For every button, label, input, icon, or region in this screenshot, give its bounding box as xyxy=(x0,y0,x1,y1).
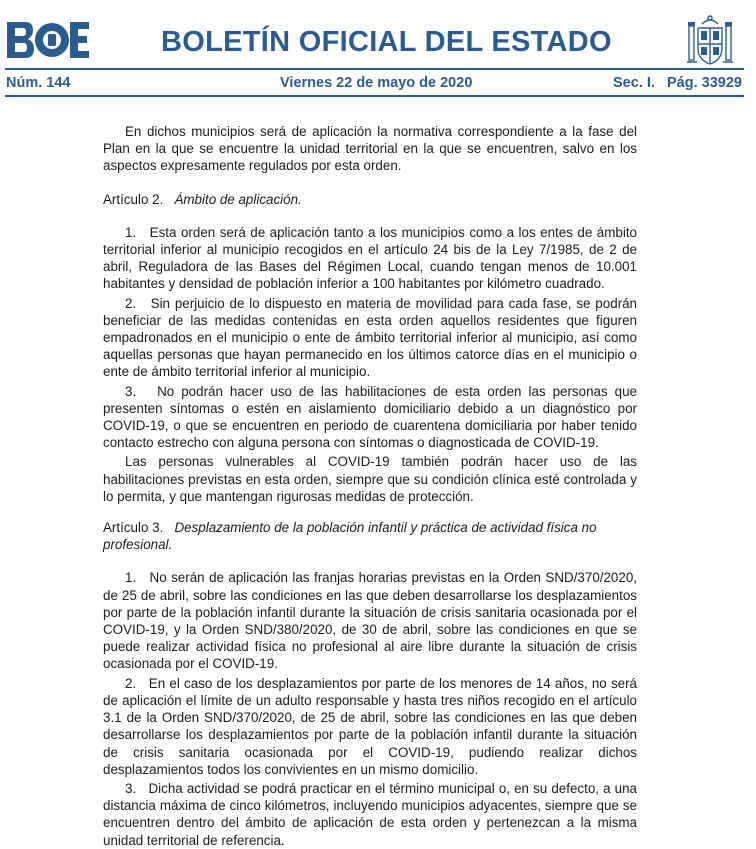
article-3-heading xyxy=(103,519,637,553)
article-3-paragraph: 1. No serán de aplicación las franjas horarias previstas en la Orden SND/370/2020, de 25 de abril, sobre las condiciones en las que deben desarrollarse los desplazamientos por parte de la población infantil durante la situación de crisis sanitaria ocasionada por el COVID-19, y la Orden SND/380/2020, de 30 de abril, sobre las condiciones en que se puede realizar actividad física no profesional al aire libre durante la situación de crisis ocasionada por el COVID-19. xyxy=(103,570,641,672)
article-2-number: Artículo 2. xyxy=(103,191,164,207)
coat-of-arms-icon xyxy=(686,14,734,70)
article-2-paragraph: 1. Esta orden será de aplicación tanto a los municipios como a los entes de ámbito territorial inferior al municipio recogidos en el artículo 24 bis de la Ley 7/1985, de 2 de abril, Reguladora de las Bases del Régimen Local, cuando tengan menos de 10.001 habitantes y densidad de población inferior a 100 habitantes por kilómetro cuadrado. xyxy=(103,224,641,292)
header-bottom-rule xyxy=(5,95,744,97)
issue-number: Núm. 144 xyxy=(6,75,71,91)
bulletin-title: BOLETÍN OFICIAL DEL ESTADO xyxy=(161,26,612,58)
intro-paragraph: En dichos municipios será de aplicación la normativa correspondiente a la fase del Plan en la que se encuentre la unidad territorial en la que se encuentren, salvo en los aspectos expresamente regulados por esta orden. xyxy=(103,124,637,174)
article-2-paragraph: 3. No podrán hacer uso de las habilitaciones de esta orden las personas que presenten síntomas o estén en aislamiento domiciliario debido a un diagnóstico por COVID-19, o que se encuentren en periodo de cuarentena domiciliaria por haber tenido contacto estrecho con alguna persona con síntomas o diagnosticada de COVID-19. xyxy=(103,383,641,451)
article-2-heading xyxy=(103,191,637,208)
section-page: Sec. I. Pág. 33929 xyxy=(613,75,742,91)
article-2-paragraph: Las personas vulnerables al COVID-19 también podrán hacer uso de las habilitaciones previstas en esta orden, siempre que su condición clínica esté controlada y lo permita, y que mantengan rigurosas medidas de protección. xyxy=(103,454,637,504)
article-2-title: Ámbito de aplicación. xyxy=(174,191,302,207)
article-3-number: Artículo 3. xyxy=(103,520,164,536)
boe-logo-icon xyxy=(7,22,89,58)
article-3-paragraph: 2. En el caso de los desplazamientos por parte de los menores de 14 años, no será de aplicación el límite de un adulto responsable y hasta tres niños recogido en el artículo 3.1 de la Orden SND/370/2020, de 25 de abril, sobre las condiciones en las que deben desarrollarse los desplazamientos por parte de la población infantil durante la situación de crisis sanitaria ocasionada por el COVID-19, pudiendo realizar dichos desplazamientos todos los convivientes en un mismo domicilio. xyxy=(103,675,641,777)
article-3-title: Desplazamiento de la población infantil y práctica de actividad física no profesional. xyxy=(103,520,597,553)
article-2-paragraph: 2. Sin perjuicio de lo dispuesto en materia de movilidad para cada fase, se podrán beneficiar de las medidas contenidas en esta orden aquellos residentes que figuren empadronados en el municipio o ente de ámbito territorial inferior al municipio, así como aquellas personas que hayan permanecido en los últimos catorce días en el municipio o ente de ámbito territorial inferior al municipio. xyxy=(103,295,641,380)
document-body xyxy=(103,123,641,849)
article-3-paragraph: 3. Dicha actividad se podrá practicar en el término municipal o, en su defecto, a una distancia máxima de cinco kilómetros, incluyendo municipios adyacentes, siempre que se encuentren dentro del ámbito de aplicación de esta orden y pertenezcan a la misma unidad territorial de referencia. xyxy=(103,780,641,848)
header-top-rule xyxy=(5,68,744,70)
issue-date: Viernes 22 de mayo de 2020 xyxy=(280,75,473,91)
